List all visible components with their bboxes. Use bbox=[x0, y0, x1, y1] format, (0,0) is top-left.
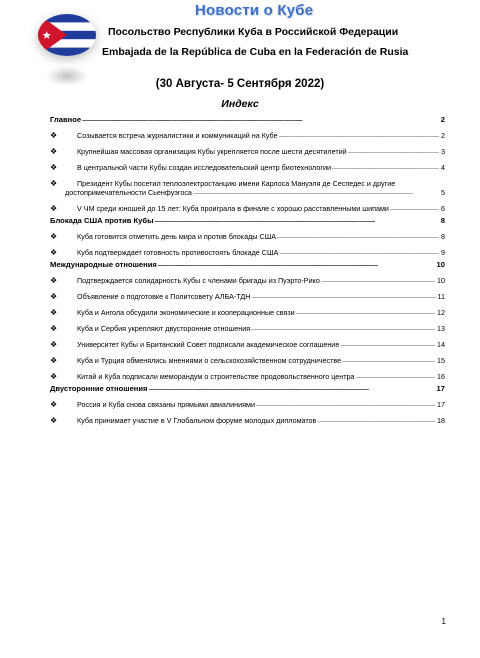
toc-entry[interactable] bbox=[50, 131, 445, 140]
diamond-bullet-icon: ❖ bbox=[50, 147, 58, 156]
toc-leader bbox=[340, 340, 435, 349]
toc-entry[interactable] bbox=[50, 340, 445, 349]
date-range: (30 Августа- 5 Сентября 2022) bbox=[155, 78, 325, 90]
toc-entry-title: Куба принимает участие в V Глобальном форуме молодых дипломатов bbox=[77, 416, 317, 425]
toc-section-0[interactable] bbox=[50, 115, 445, 124]
toc-section-title: Главное bbox=[50, 115, 82, 124]
toc-leader bbox=[149, 384, 435, 393]
toc-entry-title: Подтверждается солидарность Кубы с членами бригады из Пуэрто-Рико bbox=[77, 276, 320, 285]
toc-entry-title: Созывается встреча журналистики и коммуникаций на Кубе bbox=[77, 131, 278, 140]
toc-leader bbox=[279, 131, 439, 140]
diamond-bullet-icon: ❖ bbox=[50, 179, 58, 188]
toc-entry[interactable] bbox=[50, 163, 445, 172]
diamond-bullet-icon: ❖ bbox=[50, 372, 58, 381]
toc-entry[interactable] bbox=[50, 356, 445, 365]
diamond-bullet-icon: ❖ bbox=[50, 292, 58, 301]
toc-section-title: Международные отношения bbox=[50, 260, 157, 269]
toc-entry[interactable] bbox=[50, 248, 445, 257]
toc-leader bbox=[348, 147, 439, 156]
embassy-name-ru: Посольство Республики Куба в Российской Федерации bbox=[108, 26, 399, 38]
toc-entry-title: Россия и Куба снова связаны прямыми авиалиниями bbox=[77, 400, 255, 409]
diamond-bullet-icon: ❖ bbox=[50, 131, 58, 140]
table-of-contents bbox=[50, 115, 445, 425]
toc-leader bbox=[158, 260, 435, 269]
toc-entry-title: Куба и Ангола обсудили экономические и кооперационные связи bbox=[77, 308, 295, 317]
diamond-bullet-icon: ❖ bbox=[50, 356, 58, 365]
page-number: 1 bbox=[441, 617, 446, 626]
toc-entry-title: В центральной части Кубы создан исследовательский центр биотехнологии bbox=[77, 163, 331, 172]
toc-leader bbox=[356, 372, 435, 381]
toc-leader bbox=[251, 292, 435, 301]
toc-leader bbox=[193, 188, 439, 197]
toc-leader bbox=[332, 163, 439, 172]
toc-entry-page: 3 bbox=[441, 147, 445, 156]
toc-entry-page: 14 bbox=[437, 340, 445, 349]
toc-section-page: 10 bbox=[436, 260, 445, 269]
toc-entry-page: 15 bbox=[437, 356, 445, 365]
toc-entry[interactable] bbox=[50, 308, 445, 317]
toc-entry[interactable] bbox=[50, 232, 445, 241]
banner-title: Новости о Кубе bbox=[195, 2, 314, 19]
toc-section-3[interactable] bbox=[50, 384, 445, 393]
toc-entry-title: Куба и Турция обменялись мнениями о сельскохозяйственном сотрудничестве bbox=[77, 356, 342, 365]
diamond-bullet-icon: ❖ bbox=[50, 416, 58, 425]
toc-entry-page: 13 bbox=[437, 324, 445, 333]
toc-entry-title: Китай и Куба подписали меморандум о строительстве продовольственного центра bbox=[77, 372, 355, 381]
toc-entry[interactable] bbox=[50, 147, 445, 156]
toc-section-2[interactable] bbox=[50, 260, 445, 269]
toc-leader bbox=[390, 204, 439, 213]
diamond-bullet-icon: ❖ bbox=[50, 276, 58, 285]
toc-entry-title: Куба готовится отметить день мира и против блокады США bbox=[77, 232, 277, 241]
toc-section-title: Двусторонние отношения bbox=[50, 384, 148, 393]
toc-leader bbox=[279, 248, 439, 257]
toc-entry[interactable] bbox=[50, 324, 445, 333]
toc-leader bbox=[296, 308, 435, 317]
toc-entry-title: Куба и Сербия укрепляют двусторонние отношения bbox=[77, 324, 251, 333]
toc-entry-page: 16 bbox=[437, 372, 445, 381]
toc-entry-title: Президент Кубы посетил теплоэлектростанцию имени Карлоса Мануэля де Сеспедес и другие bbox=[77, 179, 396, 188]
toc-entry-title-cont: достопримечательности Сьенфуэгоса bbox=[65, 188, 192, 197]
toc-entry-page: 12 bbox=[437, 308, 445, 317]
diamond-bullet-icon: ❖ bbox=[50, 324, 58, 333]
toc-leader bbox=[256, 400, 435, 409]
index-title: Индекс bbox=[221, 98, 259, 110]
toc-section-title: Блокада США против Кубы bbox=[50, 216, 154, 225]
diamond-bullet-icon: ❖ bbox=[50, 204, 58, 213]
toc-leader bbox=[321, 276, 435, 285]
toc-leader bbox=[277, 232, 439, 241]
toc-entry-page: 4 bbox=[441, 163, 445, 172]
diamond-bullet-icon: ❖ bbox=[50, 232, 58, 241]
toc-entry-page: 11 bbox=[437, 292, 445, 301]
diamond-bullet-icon: ❖ bbox=[50, 400, 58, 409]
embassy-name-es: Embajada de la República de Cuba en la Federación de Rusia bbox=[102, 46, 409, 58]
diamond-bullet-icon: ❖ bbox=[50, 163, 58, 172]
toc-section-page: 2 bbox=[440, 115, 445, 124]
toc-entry-page: 5 bbox=[441, 188, 445, 197]
toc-entry-page: 6 bbox=[441, 204, 445, 213]
toc-entry-page: 2 bbox=[441, 131, 445, 140]
toc-section-page: 17 bbox=[436, 384, 445, 393]
diamond-bullet-icon: ❖ bbox=[50, 340, 58, 349]
toc-entry[interactable] bbox=[50, 400, 445, 409]
toc-entry[interactable] bbox=[50, 292, 445, 301]
toc-entry-title: Объявление о подготовке к Политсовету АЛБА-ТДН bbox=[77, 292, 251, 301]
toc-section-page: 8 bbox=[440, 216, 445, 225]
toc-entry[interactable] bbox=[50, 276, 445, 285]
toc-entry-title: Университет Кубы и Британский Совет подписали академическое соглашение bbox=[77, 340, 340, 349]
toc-leader bbox=[317, 416, 435, 425]
toc-entry[interactable] bbox=[50, 179, 445, 197]
cuba-flag-circle-icon bbox=[38, 14, 96, 56]
toc-entry-title: Куба подтверждает готовность противостоять блокаде США bbox=[77, 248, 279, 257]
diamond-bullet-icon: ❖ bbox=[50, 308, 58, 317]
toc-entry[interactable] bbox=[50, 204, 445, 213]
toc-entry[interactable] bbox=[50, 416, 445, 425]
toc-entry-title: Крупнейшая массовая организация Кубы укрепляется после шести десятилетий bbox=[77, 147, 347, 156]
toc-leader bbox=[251, 324, 435, 333]
toc-entry-page: 10 bbox=[437, 276, 445, 285]
toc-entry-page: 8 bbox=[441, 232, 445, 241]
toc-entry[interactable] bbox=[50, 372, 445, 381]
toc-leader bbox=[82, 115, 439, 124]
toc-entry-page: 18 bbox=[437, 416, 445, 425]
toc-entry-page: 9 bbox=[441, 248, 445, 257]
toc-entry-title: V ЧМ среди юношей до 15 лет: Куба проиграла в финале с хорошо расставленными шипами bbox=[77, 204, 389, 213]
toc-entry-page: 17 bbox=[437, 400, 445, 409]
toc-leader bbox=[155, 216, 439, 225]
diamond-bullet-icon: ❖ bbox=[50, 248, 58, 257]
toc-section-1[interactable] bbox=[50, 216, 445, 225]
toc-leader bbox=[342, 356, 435, 365]
